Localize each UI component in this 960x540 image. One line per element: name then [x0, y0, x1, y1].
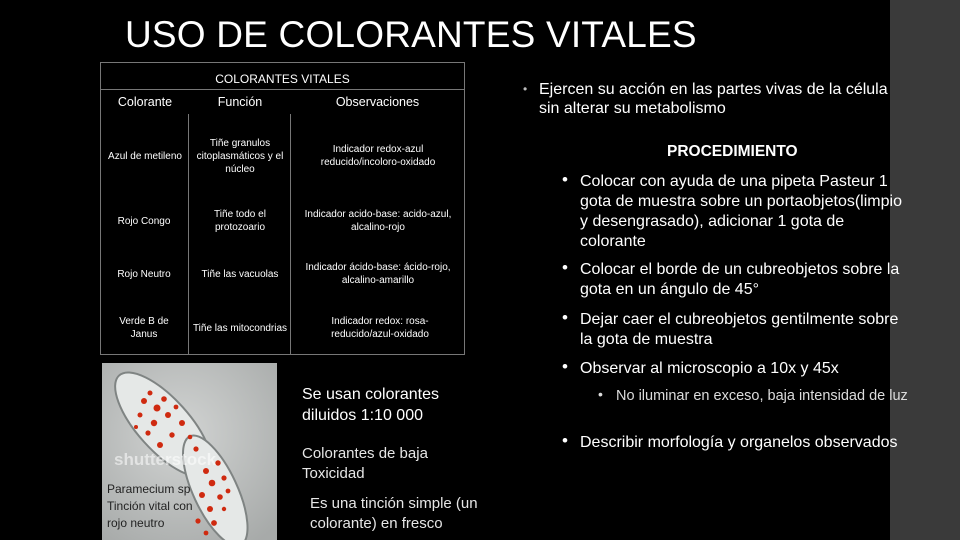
procedure-step [562, 258, 910, 300]
procedure-step [562, 308, 910, 350]
table-header-colorante: Colorante [117, 94, 173, 109]
colorants-table [100, 62, 465, 355]
table-cell: Azul de metileno [108, 150, 182, 162]
bullet-dot-icon: • [562, 357, 568, 376]
table-cell: Tiñe granulos citoplasmáticos y el núcleo [196, 137, 284, 175]
image-caption-line: Paramecium sp [107, 482, 191, 496]
table-cell: Rojo Congo [117, 215, 171, 227]
image-caption-line: Tinción vital con [107, 499, 193, 513]
table-cell: Tiñe las vacuolas [201, 268, 279, 280]
bullet-dot-icon: • [523, 82, 528, 96]
note-toxicidad: Colorantes de baja Toxicidad [302, 445, 428, 482]
procedure-step-text: Observar al microscopio a 10x y 45x [580, 360, 839, 377]
table-cell: Indicador acido-base: acido-azul, alcalino-rojo [304, 209, 452, 233]
procedure-step [562, 170, 910, 252]
bullet-dot-icon: • [562, 308, 568, 327]
image-caption [107, 481, 193, 532]
bullet-dot-icon: • [562, 431, 568, 450]
procedure-step [562, 431, 910, 453]
watermark-text: shutterstock [114, 450, 217, 469]
procedure-step [562, 357, 910, 379]
table-header-funcion: Función [217, 94, 263, 109]
procedure-title: PROCEDIMIENTO [667, 143, 798, 160]
bullet-dot-icon: • [562, 170, 568, 189]
procedure-step-text: Colocar con ayuda de una pipeta Pasteur 1 gota de muestra sobre un portaobjetos(limpio y desengrasado), adicionar 1 gota de colorante [580, 173, 902, 250]
procedure-substep-text: No iluminar en exceso, baja intensidad de luz [616, 388, 908, 404]
table-header-observaciones: Observaciones [335, 94, 420, 109]
note-tincion: Es una tinción simple (un colorante) en fresco [310, 495, 478, 532]
table-cell: Indicador ácido-base: ácido-rojo, alcalino-amarillo [305, 262, 451, 286]
procedure-step-text: Describir morfología y organelos observados [580, 434, 898, 451]
procedure-substep [598, 386, 916, 406]
intro-text: Ejercen su acción en las partes vivas de la célula sin alterar su metabolismo [539, 81, 888, 117]
table-cell: Verde B de Janus [119, 316, 169, 340]
image-caption-line: rojo neutro [107, 516, 165, 530]
table-cell: Rojo Neutro [117, 268, 171, 280]
table-cell: Tiñe las mitocondrias [192, 322, 288, 334]
procedure-step-text: Colocar el borde de un cubreobjetos sobre la gota en un ángulo de 45° [580, 261, 900, 298]
bullet-dot-icon: • [562, 258, 568, 277]
procedure-step-text: Dejar caer el cubreobjetos gentilmente sobre la gota de muestra [580, 311, 899, 348]
table-cell: Indicador redox: rosa-reducido/azul-oxidado [331, 316, 429, 340]
table-caption: COLORANTES VITALES [215, 72, 350, 86]
note-diluidos: Se usan colorantes diluidos 1:10 000 [302, 386, 439, 424]
slide-title: USO DE COLORANTES VITALES [125, 14, 697, 55]
table-cell: Indicador redox-azul reducido/incoloro-oxidado [320, 144, 436, 168]
table-cell: Tiñe todo el protozoario [214, 209, 266, 233]
bullet-dot-icon: • [598, 386, 603, 402]
intro-bullet [523, 80, 894, 118]
